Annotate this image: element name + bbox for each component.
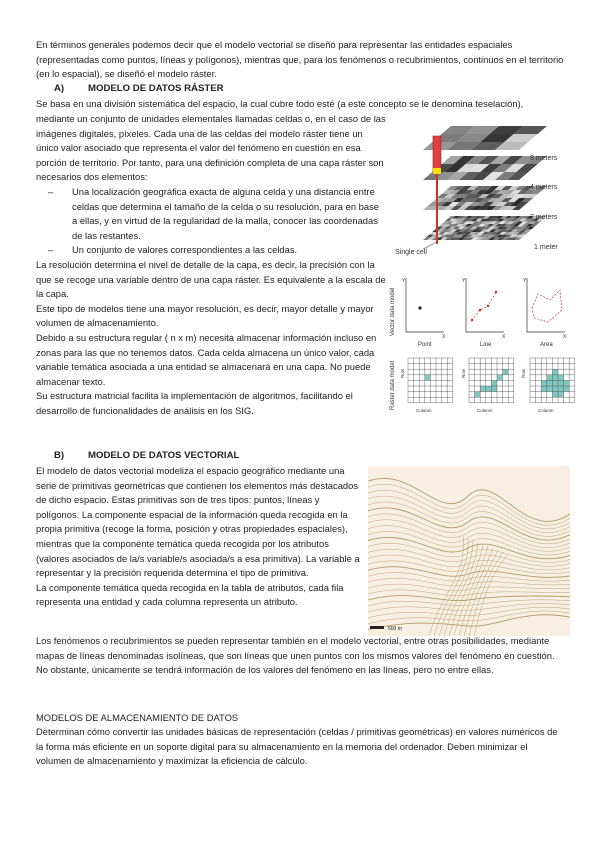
raster-heading-number: A) bbox=[54, 83, 65, 94]
raster-paragraph-2: mediante un conjunto de unidades elementales llamadas celdas o, en el caso de las imágenes digitales, píxeles. Cada una de las celdas del modelo ráster tiene un único valor asociado que representa el valor del fenómeno en cuestión en esa porción de territorio. Por tanto, para una definición completa de una capa ráster son necesarios dos elementos: bbox=[36, 113, 386, 183]
raster-model-cell bbox=[552, 386, 558, 392]
raster-layer bbox=[423, 126, 547, 150]
raster-model-cell bbox=[552, 369, 558, 375]
raster-model-grid bbox=[469, 358, 514, 403]
axis-y-label: Y bbox=[402, 278, 406, 284]
raster-layer bbox=[423, 186, 547, 210]
raster-model-cell bbox=[552, 380, 558, 386]
list-item: – Un conjunto de valores correspondientes a las celdas. bbox=[36, 243, 386, 258]
raster-model-cell bbox=[558, 375, 564, 381]
raster-model-cell bbox=[491, 386, 497, 392]
raster-resolution-figure bbox=[393, 118, 571, 266]
raster-model-grid bbox=[530, 358, 575, 403]
layer-label-2m: 2 meters bbox=[530, 214, 558, 221]
list-item: – Una localización geográfica exacta de alguna celda y una distancia entre celdas que determina el tamaño de la celda o su resolución, para en base a ellas, y en virtud de la regularidad de la malla, conocer las coordenadas de las restantes. bbox=[36, 185, 386, 243]
data-models-figure bbox=[382, 270, 578, 416]
raster-model-cell bbox=[558, 380, 564, 386]
single-cell-label: Single cell bbox=[395, 249, 427, 256]
vector-polygon bbox=[532, 290, 562, 322]
raster-model-cell bbox=[558, 386, 564, 392]
vectorial-body bbox=[36, 464, 364, 610]
raster-model-grid bbox=[408, 358, 453, 403]
col-label-area: Area bbox=[540, 342, 553, 348]
layer-label-1m: 1 meter bbox=[534, 244, 558, 251]
raster-heading-text: MODELO DE DATOS RÁSTER bbox=[88, 83, 224, 94]
vectorial-heading-text: MODELO DE DATOS VECTORIAL bbox=[88, 450, 240, 461]
raster-bullet-list bbox=[36, 185, 386, 258]
grid-row-axis: Row bbox=[400, 368, 405, 378]
scale-label: 500 m bbox=[388, 626, 402, 632]
intro-paragraph: En términos generales podemos decir que el modelo vectorial se diseñó para representar las entidades espaciales (representadas como puntos, líneas y polígonos), mientras que, para los fenómenos o recubrimientos, continuos en el territorio (en lo espacial), se diseñó el modelo ráster. bbox=[36, 39, 564, 80]
raster-model-cell bbox=[541, 386, 547, 392]
raster-model-cell bbox=[547, 380, 553, 386]
vectorial-heading-number: B) bbox=[54, 450, 65, 461]
contour-map-figure bbox=[368, 466, 570, 636]
raster-body bbox=[36, 112, 386, 418]
raster-model-cell bbox=[558, 392, 564, 398]
raster-model-cell bbox=[480, 386, 486, 392]
raster-paragraph-4: Este tipo de modelos tiene una mayor resolución, es decir, mayor detalle y mayor volumen de almacenamiento. bbox=[36, 302, 374, 329]
raster-model-cell bbox=[564, 386, 570, 392]
raster-model-cell bbox=[547, 375, 553, 381]
raster-model-cell bbox=[552, 375, 558, 381]
vector-point bbox=[418, 306, 421, 309]
raster-paragraph-5: Debido a su estructura regular ( n x m) necesita almacenar información incluso en zonas para las que no tenemos datos. Cada celda almacena un único valor, cada variable temática asociada a una entidad se almacenará en una capa. No puede almacenar texto. bbox=[36, 331, 377, 387]
layer-label-8m: 8 meters bbox=[530, 155, 558, 162]
layer-label-4m: 4 meters bbox=[530, 184, 558, 191]
raster-model-cell bbox=[486, 386, 492, 392]
vectorial-paragraph-2: La componente temática queda recogida en la tabla de atributos, cada fila representa una entidad y cada columna representa un atributo. bbox=[36, 581, 344, 608]
vector-axes bbox=[406, 278, 565, 332]
raster-model-cell bbox=[552, 392, 558, 398]
raster-model-cell bbox=[547, 386, 553, 392]
raster-model-cell bbox=[564, 380, 570, 386]
single-cell-column bbox=[433, 136, 441, 172]
raster-paragraph-1: Se basa en una división sistemática del espacio, la cual cubre todo esté (a este concepto se le denomina teselación), bbox=[36, 98, 524, 109]
axis-y-label: Y bbox=[462, 278, 466, 284]
grid-col-axis: Column bbox=[477, 408, 493, 413]
raster-row-label: Raster data model bbox=[390, 360, 396, 410]
grid-row-axis: Row bbox=[461, 368, 466, 378]
raster-paragraph-6: Su estructura matricial facilita la implementación de algoritmos, facilitando el desarrollo de funcionalidades de análisis en los SIG. bbox=[36, 390, 353, 416]
storage-heading: MODELOS DE ALMACENAMIENTO DE DATOS bbox=[36, 712, 239, 723]
raster-paragraph-3: La resolución determina el nivel de detalle de la capa, es decir, la precisión con la que se recoge una variable dentro de una capa ráster. Es equivalente a la escala de la capa. bbox=[36, 258, 386, 300]
single-cell-highlight bbox=[433, 168, 441, 174]
col-label-line: Line bbox=[480, 342, 492, 348]
grid-col-axis: Column bbox=[538, 408, 554, 413]
scale-bar bbox=[370, 626, 384, 629]
vectorial-paragraph-1: El modelo de datos vectorial modeliza el espacio geográfico mediante una serie de primitivas geométricas que contienen los elementos más destacados de dicho espacio. Estas primitivas son de tres tipos: puntos, líneas y polígonos. La componente espacial de la información queda recogida en la propia primitiva (recoge la forma, posición y otras propiedades espaciales), mientras que la componente temática queda recogida por los atributos (valores asociados de la/s variable/s asociada/s a esa primitiva). La variable a representar y la precisión requerida determina el tipo de primitiva. bbox=[36, 465, 360, 579]
raster-layer bbox=[423, 216, 547, 240]
raster-layer bbox=[423, 156, 547, 180]
raster-model-cell bbox=[425, 375, 431, 381]
axis-x-label: X bbox=[502, 334, 506, 340]
axis-y-label: Y bbox=[523, 278, 527, 284]
axis-x-label: X bbox=[563, 334, 567, 340]
vector-row-label: Vector data model bbox=[390, 287, 396, 336]
raster-model-cell bbox=[475, 392, 481, 398]
grid-col-axis: Column bbox=[416, 408, 432, 413]
raster-model-cell bbox=[541, 380, 547, 386]
col-label-point: Point bbox=[418, 342, 432, 348]
vector-line bbox=[472, 292, 496, 320]
raster-heading bbox=[54, 82, 224, 96]
storage-paragraph: Determinan cómo convertir las unidades básicas de representación (celdas / primitivas geométricas) en valores numéricos de la forma más eficiente en un soporte digital para su almacenamiento en la memoria del ordenador. Deben minimizar el volumen de almacenamiento y maximizar la eficiencia de cálculo. bbox=[36, 726, 558, 767]
vectorial-heading bbox=[54, 449, 239, 463]
raster-model-cell bbox=[491, 380, 497, 386]
axis-x-label: X bbox=[442, 334, 446, 340]
single-cell-pointer bbox=[423, 242, 437, 249]
raster-model-cell bbox=[503, 369, 509, 375]
raster-model-cell bbox=[497, 375, 503, 381]
grid-row-axis: Row bbox=[521, 368, 526, 378]
vectorial-paragraph-3: Los fenómenos o recubrimientos se pueden representar también en el modelo vectorial, entre otras posibilidades, mediante mapas de líneas denominadas isolíneas, que son líneas que unen puntos con los mismos valores del fenómeno en cuestión. No obstante, únicamente se tendrá información de los valores del fenómeno en las líneas, pero no entre ellas. bbox=[36, 635, 555, 676]
